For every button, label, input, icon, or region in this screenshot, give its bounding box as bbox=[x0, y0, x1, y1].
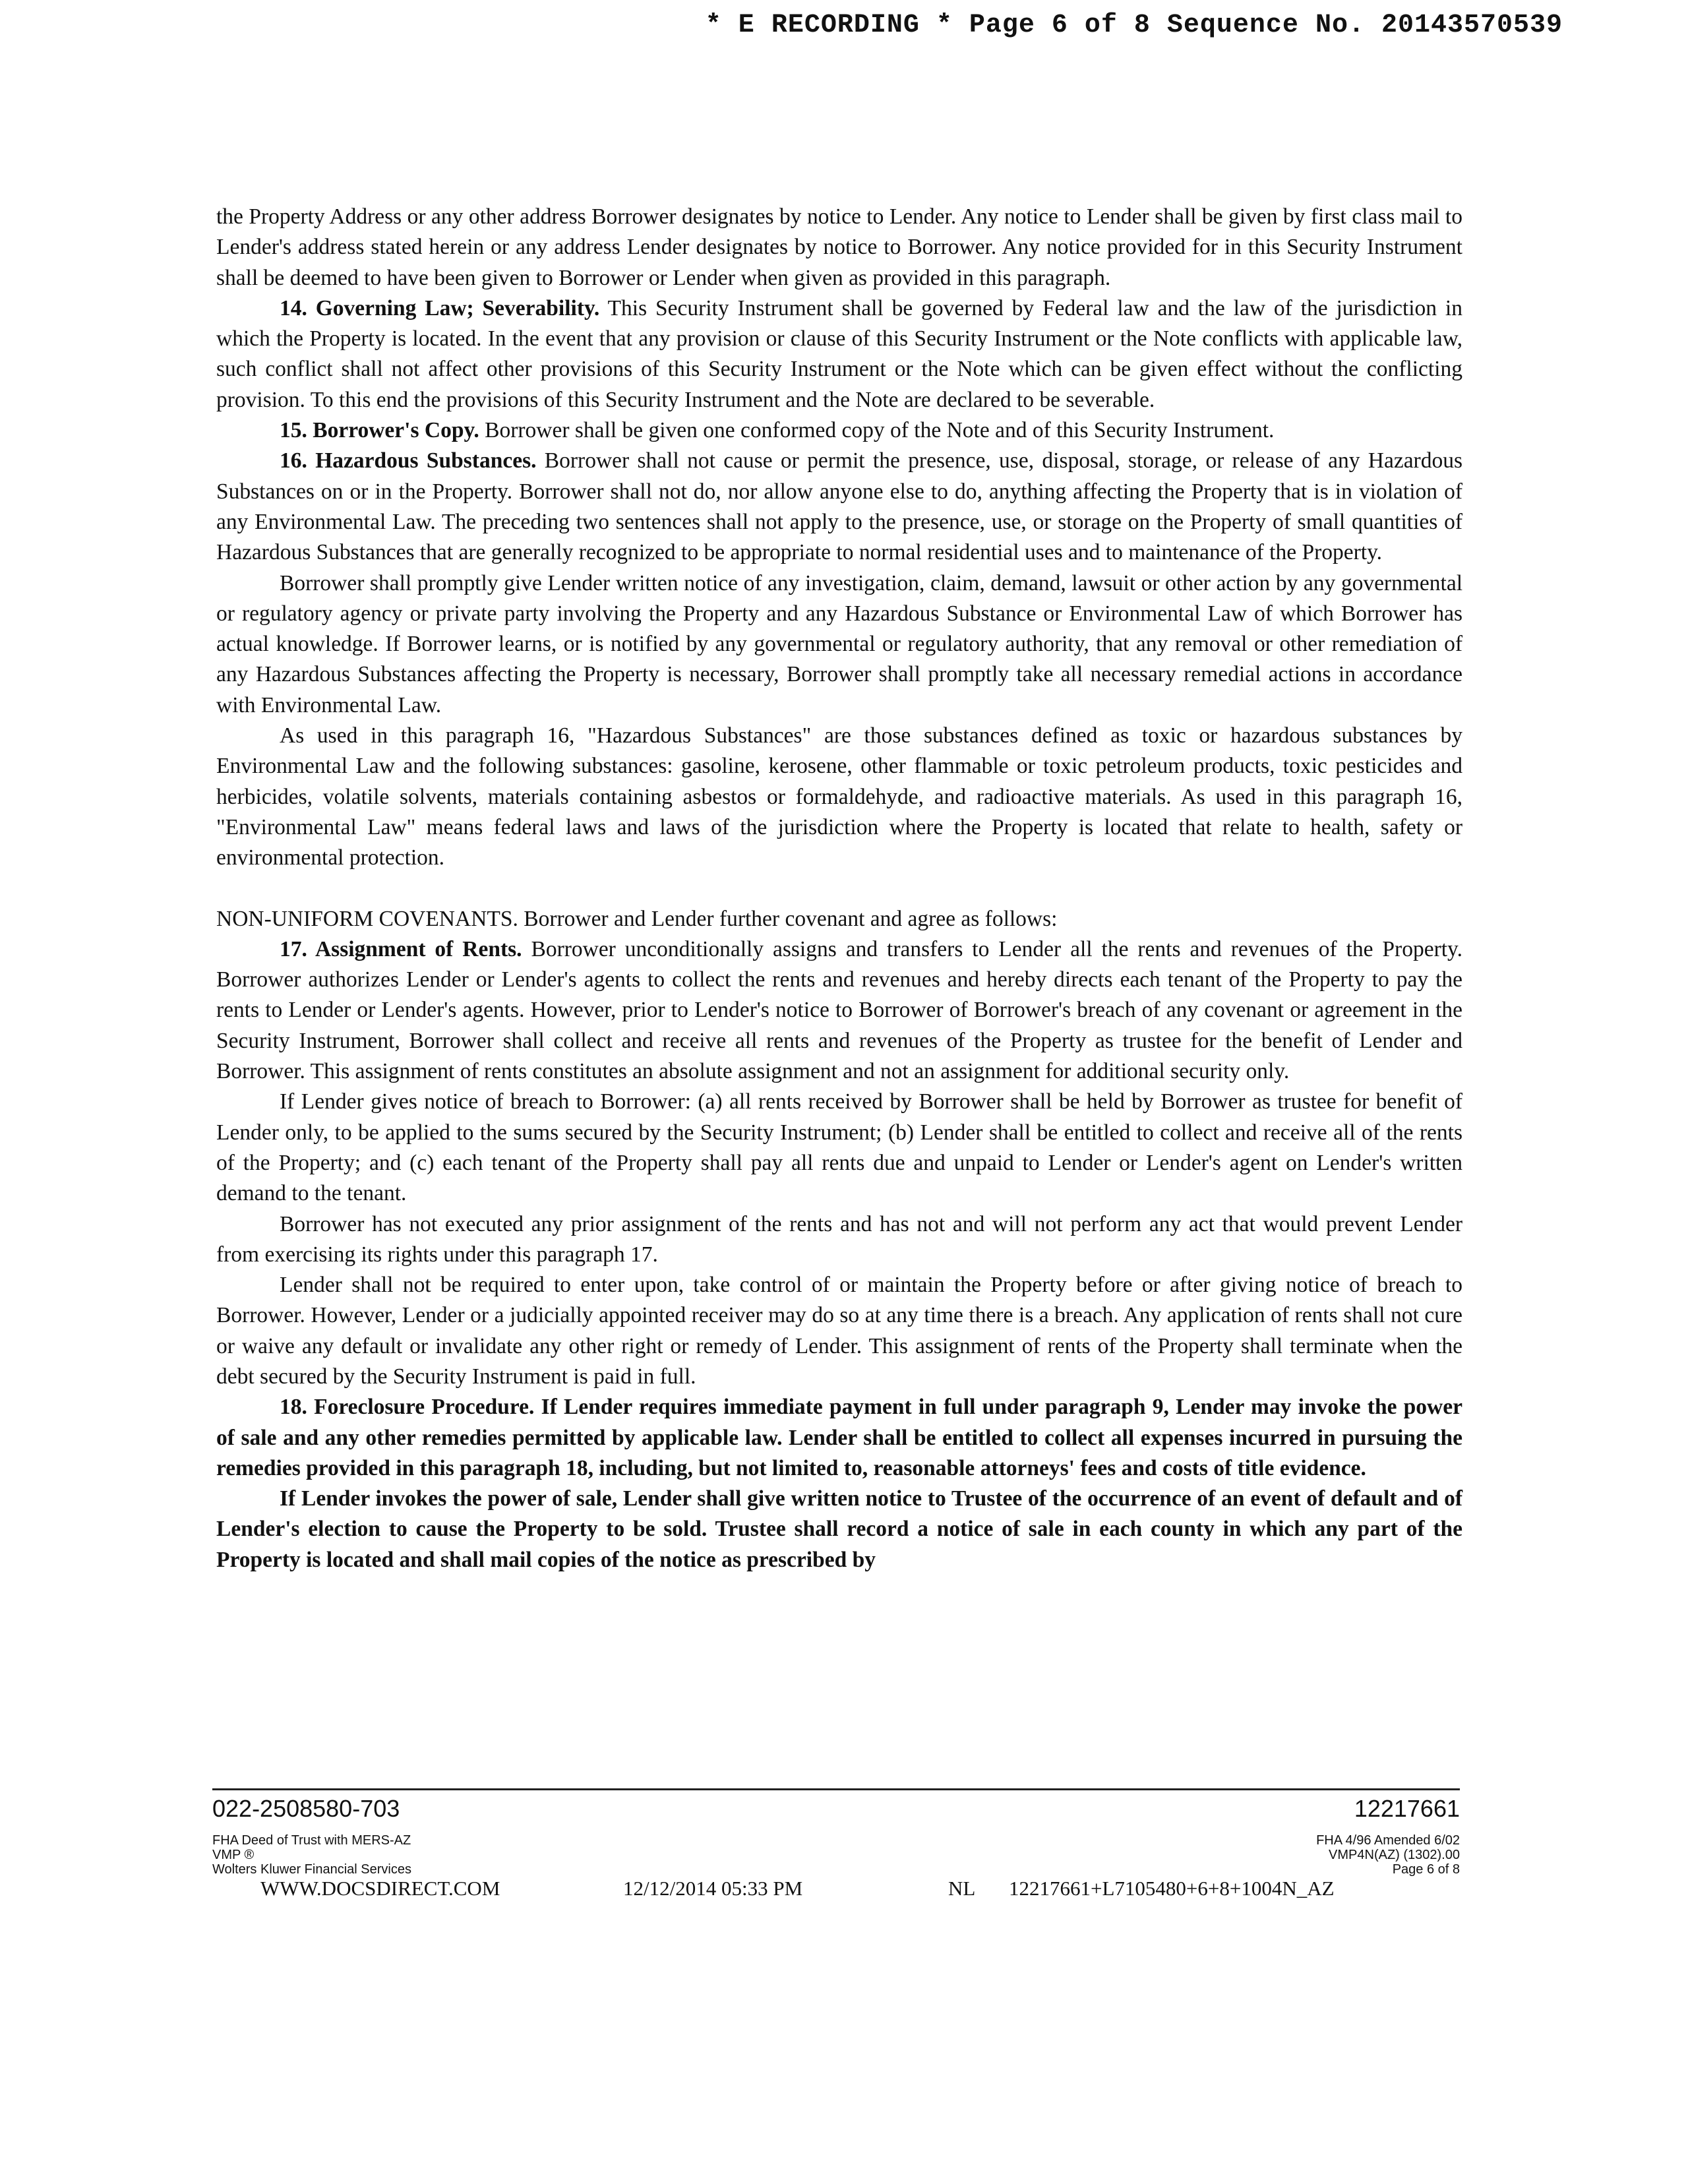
section-14-text: This Security Instrument shall be governed by Federal law and the law of the jurisdiction in which the Property is located. In the event that any provision or clause of this Security Instrument or the Note conflicts with applicable law, such conflict shall not affect other provisions of this Security Instrument or the Note which can be given effect without the conflicting provision. To this end the provisions of this Security Instrument and the Note are declared to be severable. bbox=[216, 295, 1462, 412]
website-url: WWW.DOCSDIRECT.COM bbox=[260, 1877, 500, 1900]
form-name: FHA Deed of Trust with MERS-AZ bbox=[212, 1833, 411, 1848]
loan-number: 022-2508580-703 bbox=[212, 1795, 400, 1822]
section-14 bbox=[216, 293, 1462, 415]
section-14-heading: 14. Governing Law; Severability. bbox=[280, 295, 600, 320]
section-17-paragraph-3: Borrower has not executed any prior assignment of the rents and has not and will not perform any act that would prevent Lender from exercising its rights under this paragraph 17. bbox=[216, 1211, 1462, 1267]
page-indicator: Page 6 of 8 bbox=[1392, 1862, 1460, 1877]
form-vmp: VMP ® bbox=[212, 1848, 255, 1862]
section-16-text: Borrower shall not cause or permit the presence, use, disposal, storage, or release of any Hazardous Substances on or in the Property. Borrower shall not do, nor allow anyone else to do, anything affecting the Property that is in violation of any Environmental Law. The preceding two sentences shall not apply to the presence, use, or storage on the Property of small quantities of Hazardous Substances that are generally recognized to be appropriate to normal residential uses and to maintenance of the Property. bbox=[216, 448, 1462, 565]
section-18: 18. Foreclosure Procedure. If Lender requires immediate payment in full under paragraph 9, Lender may invoke the power of sale and any other remedies permitted by applicable law. Lender shall be entitled to collect all expenses incurred in pursuing the remedies provided in this paragraph 18, including, but not limited to, reasonable attorneys' fees and costs of title evidence. bbox=[216, 1395, 1462, 1480]
recording-header: * E RECORDING * Page 6 of 8 Sequence No. 20143570539 bbox=[705, 11, 1563, 40]
section-15-text: Borrower shall be given one conformed copy of the Note and of this Security Instrument. bbox=[479, 418, 1275, 443]
document-body bbox=[216, 202, 1462, 1575]
footer-divider bbox=[212, 1788, 1460, 1790]
print-datetime: 12/12/2014 05:33 PM bbox=[623, 1877, 803, 1900]
section-16-paragraph-2: Borrower shall promptly give Lender written notice of any investigation, claim, demand, lawsuit or other action by any governmental or regulatory agency or private party involving the Property and any Hazardous Substance or Environmental Law of which Borrower has actual knowledge. If Borrower learns, or is notified by any governmental or regulatory authority, that any removal or other remediation of any Hazardous Substances affecting the Property is necessary, Borrower shall promptly take all necessary remedial actions in accordance with Environmental Law. bbox=[216, 570, 1462, 717]
form-amended: FHA 4/96 Amended 6/02 bbox=[1316, 1833, 1460, 1848]
section-16-heading: 16. Hazardous Substances. bbox=[280, 448, 537, 473]
form-version bbox=[1316, 1833, 1460, 1877]
section-15 bbox=[216, 415, 1462, 446]
footer-code: NL bbox=[948, 1877, 976, 1900]
section-17-heading: 17. Assignment of Rents. bbox=[280, 936, 522, 961]
section-15-heading: 15. Borrower's Copy. bbox=[280, 418, 479, 443]
form-code: VMP4N(AZ) (1302).00 bbox=[1329, 1848, 1460, 1862]
footer-sequence: 12217661+L7105480+6+8+1004N_AZ bbox=[1009, 1877, 1335, 1900]
section-17-paragraph-2: If Lender gives notice of breach to Borrower: (a) all rents received by Borrower shall be held by Borrower as trustee for benefit of Lender only, to be applied to the sums secured by the Security Instrument; (b) Lender shall be entitled to collect and receive all of the rents of the Property; and (c) each tenant of the Property shall pay all rents due and unpaid to Lender or Lender's agent on Lender's written demand to the tenant. bbox=[216, 1089, 1462, 1206]
section-16 bbox=[216, 446, 1462, 568]
section-16-paragraph-3: As used in this paragraph 16, "Hazardous Substances" are those substances defined as toxic or hazardous substances by Environmental Law and the following substances: gasoline, kerosene, other flammable or toxic petroleum products, toxic pesticides and herbicides, volatile solvents, materials containing asbestos or formaldehyde, and radioactive materials. As used in this paragraph 16, "Environmental Law" means federal laws and laws of the jurisdiction where the Property is located that relate to health, safety or environmental protection. bbox=[216, 723, 1462, 870]
section-17-text: Borrower unconditionally assigns and transfers to Lender all the rents and revenues of the Property. Borrower authorizes Lender or Lender's agents to collect the rents and revenues and hereby directs each tenant of the Property to pay the rents to Lender or Lender's agents. However, prior to Lender's notice to Borrower of Borrower's breach of any covenant or agreement in the Security Instrument, Borrower shall collect and receive all rents and revenues of the Property as trustee for the benefit of Lender and Borrower. This assignment of rents constitutes an absolute assignment and not an assignment for additional security only. bbox=[216, 936, 1462, 1084]
form-publisher: Wolters Kluwer Financial Services bbox=[212, 1862, 411, 1877]
non-uniform-covenants: NON-UNIFORM COVENANTS. Borrower and Lender further covenant and agree as follows: bbox=[216, 906, 1058, 931]
form-identifier bbox=[212, 1833, 411, 1877]
section-18-paragraph-2: If Lender invokes the power of sale, Lender shall give written notice to Trustee of the occurrence of an event of default and of Lender's election to cause the Property to be sold. Trustee shall record a notice of sale in each county in which any part of the Property is located and shall mail copies of the notice as prescribed by bbox=[216, 1486, 1462, 1572]
paragraph-notice-continued: the Property Address or any other address Borrower designates by notice to Lender. Any notice to Lender shall be given by first class mail to Lender's address stated herein or any address Lender designates by notice to Borrower. Any notice provided for in this Security Instrument shall be deemed to have been given to Borrower or Lender when given as provided in this paragraph. bbox=[216, 204, 1462, 290]
document-number: 12217661 bbox=[1354, 1795, 1460, 1822]
section-17 bbox=[216, 934, 1462, 1087]
section-17-paragraph-4: Lender shall not be required to enter upon, take control of or maintain the Property before or after giving notice of breach to Borrower. However, Lender or a judicially appointed receiver may do so at any time there is a breach. Any application of rents shall not cure or waive any default or invalidate any other right or remedy of Lender. This assignment of rents of the Property shall terminate when the debt secured by the Security Instrument is paid in full. bbox=[216, 1273, 1462, 1389]
